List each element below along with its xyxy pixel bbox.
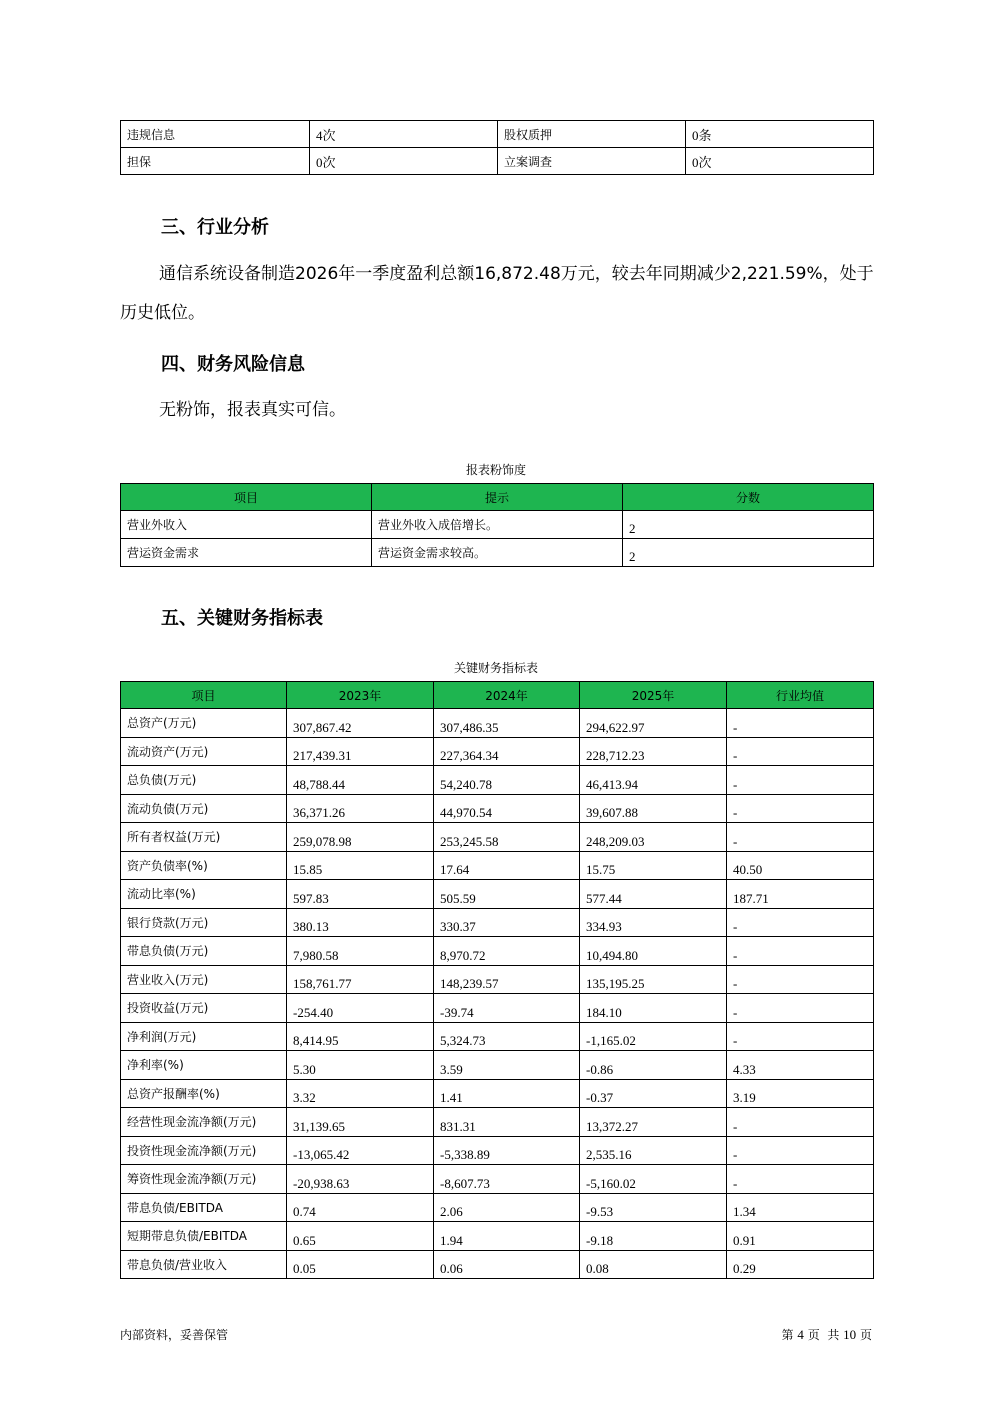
metric-label: 带息负债/营业收入 (121, 1250, 287, 1279)
metric-value: 17.64 (434, 851, 580, 880)
metric-value: -8,607.73 (434, 1165, 580, 1194)
table-row (121, 1079, 874, 1108)
metric-value: - (727, 766, 874, 795)
metric-value: 36,371.26 (287, 794, 434, 823)
metric-value: -9.53 (580, 1193, 727, 1222)
metric-value: 15.75 (580, 851, 727, 880)
summary-value: 0次 (310, 148, 498, 175)
table-row (121, 794, 874, 823)
metric-value: 39,607.88 (580, 794, 727, 823)
metric-value: 7,980.58 (287, 937, 434, 966)
metric-value: 228,712.23 (580, 737, 727, 766)
metric-label: 所有者权益(万元) (121, 823, 287, 852)
metric-value: 0.74 (287, 1193, 434, 1222)
metric-value: 0.06 (434, 1250, 580, 1279)
column-header: 2025年 (580, 682, 727, 709)
table-row (121, 766, 874, 795)
metric-value: 184.10 (580, 994, 727, 1023)
metric-value: - (727, 965, 874, 994)
metric-value: - (727, 1136, 874, 1165)
summary-label: 股权质押 (498, 121, 686, 148)
column-header: 分数 (623, 484, 874, 511)
metric-value: -5,160.02 (580, 1165, 727, 1194)
column-header: 2023年 (287, 682, 434, 709)
metric-value: -1,165.02 (580, 1022, 727, 1051)
metric-value: - (727, 1165, 874, 1194)
metric-label: 净利润(万元) (121, 1022, 287, 1051)
summary-table (120, 120, 874, 175)
table-row (121, 511, 874, 539)
metric-label: 营业收入(万元) (121, 965, 287, 994)
fluff-table-caption: 报表粉饰度 (465, 463, 526, 477)
table-row (121, 1165, 874, 1194)
metric-value: -254.40 (287, 994, 434, 1023)
metric-label: 银行贷款(万元) (121, 908, 287, 937)
table-row (121, 1022, 874, 1051)
metric-value: 248,209.03 (580, 823, 727, 852)
metric-value: 5.30 (287, 1051, 434, 1080)
score-cell: 2 (623, 539, 874, 567)
page-indicator (782, 1326, 872, 1343)
metric-value: 40.50 (727, 851, 874, 880)
metric-label: 筹资性现金流净额(万元) (121, 1165, 287, 1194)
metric-label: 总资产(万元) (121, 709, 287, 738)
summary-label: 担保 (121, 148, 310, 175)
metric-value: 2.06 (434, 1193, 580, 1222)
metric-value: -9.18 (580, 1222, 727, 1251)
metric-value: -0.37 (580, 1079, 727, 1108)
metric-label: 流动资产(万元) (121, 737, 287, 766)
table-row (121, 1051, 874, 1080)
metric-value: 577.44 (580, 880, 727, 909)
metric-value: 334.93 (580, 908, 727, 937)
summary-value: 0条 (686, 121, 874, 148)
metric-value: 3.19 (727, 1079, 874, 1108)
metric-label: 带息负债(万元) (121, 937, 287, 966)
metric-value: 3.32 (287, 1079, 434, 1108)
metric-value: 54,240.78 (434, 766, 580, 795)
metric-value: 330.37 (434, 908, 580, 937)
metric-label: 资产负债率(%) (121, 851, 287, 880)
table-row (121, 709, 874, 738)
metric-label: 短期带息负债/EBITDA (121, 1222, 287, 1251)
section-heading-industry: 三、行业分析 (161, 217, 269, 238)
footer-note: 内部资料，妥善保管 (120, 1328, 229, 1342)
metric-value: - (727, 908, 874, 937)
metric-value: 46,413.94 (580, 766, 727, 795)
metric-value: 44,970.54 (434, 794, 580, 823)
metric-label: 流动负债(万元) (121, 794, 287, 823)
table-row (121, 1108, 874, 1137)
metric-value: 0.65 (287, 1222, 434, 1251)
table-row (121, 737, 874, 766)
item-cell: 营业外收入 (121, 511, 372, 539)
summary-value: 0次 (686, 148, 874, 175)
table-row (121, 823, 874, 852)
metric-value: 158,761.77 (287, 965, 434, 994)
industry-text-line1: 通信系统设备制造2026年一季度盈利总额16,872.48万元，较去年同期减少2,221.59%，处于 (159, 264, 874, 284)
hint-cell: 营业外收入成倍增长。 (372, 511, 623, 539)
metric-value: 227,364.34 (434, 737, 580, 766)
metric-label: 经营性现金流净额(万元) (121, 1108, 287, 1137)
column-header: 行业均值 (727, 682, 874, 709)
metric-value: 135,195.25 (580, 965, 727, 994)
item-cell: 营运资金需求 (121, 539, 372, 567)
metric-value: - (727, 823, 874, 852)
metric-value: - (727, 994, 874, 1023)
metric-label: 投资性现金流净额(万元) (121, 1136, 287, 1165)
table-row (121, 1222, 874, 1251)
metric-value: 4.33 (727, 1051, 874, 1080)
metric-value: 13,372.27 (580, 1108, 727, 1137)
metric-value: 2,535.16 (580, 1136, 727, 1165)
metric-value: 31,139.65 (287, 1108, 434, 1137)
metric-value: 0.08 (580, 1250, 727, 1279)
metric-value: -39.74 (434, 994, 580, 1023)
summary-row (121, 121, 874, 148)
metric-value: 148,239.57 (434, 965, 580, 994)
metric-value: 15.85 (287, 851, 434, 880)
metric-value: 253,245.58 (434, 823, 580, 852)
column-header: 项目 (121, 484, 372, 511)
metric-value: 8,414.95 (287, 1022, 434, 1051)
page-total: 10 (843, 1327, 857, 1342)
metric-value: 48,788.44 (287, 766, 434, 795)
summary-label: 违规信息 (121, 121, 310, 148)
fluff-table (120, 483, 874, 567)
metric-value: -5,338.89 (434, 1136, 580, 1165)
page-number: 4 (797, 1327, 804, 1342)
metric-value: 259,078.98 (287, 823, 434, 852)
summary-value: 4次 (310, 121, 498, 148)
metric-value: - (727, 1022, 874, 1051)
metric-label: 总负债(万元) (121, 766, 287, 795)
page-suffix: 页 (859, 1328, 872, 1342)
table-row (121, 965, 874, 994)
table-row (121, 908, 874, 937)
metric-value: -20,938.63 (287, 1165, 434, 1194)
score-cell: 2 (623, 511, 874, 539)
metric-value: 307,486.35 (434, 709, 580, 738)
metric-value: - (727, 794, 874, 823)
metric-label: 流动比率(%) (121, 880, 287, 909)
table-row (121, 539, 874, 567)
table-row (121, 880, 874, 909)
kpi-table-caption: 关键财务指标表 (453, 661, 538, 675)
metric-label: 带息负债/EBITDA (121, 1193, 287, 1222)
metric-value: 8,970.72 (434, 937, 580, 966)
section-heading-kpi: 五、关键财务指标表 (161, 608, 323, 629)
metric-value: 505.59 (434, 880, 580, 909)
fluff-table-header (121, 484, 874, 511)
metric-value: 1.94 (434, 1222, 580, 1251)
metric-value: 5,324.73 (434, 1022, 580, 1051)
column-header: 2024年 (434, 682, 580, 709)
metric-value: 3.59 (434, 1051, 580, 1080)
kpi-table (120, 681, 874, 1279)
metric-value: 380.13 (287, 908, 434, 937)
table-row (121, 1250, 874, 1279)
metric-value: 0.05 (287, 1250, 434, 1279)
metric-value: 1.34 (727, 1193, 874, 1222)
hint-cell: 营运资金需求较高。 (372, 539, 623, 567)
table-row (121, 851, 874, 880)
metric-value: 294,622.97 (580, 709, 727, 738)
column-header: 项目 (121, 682, 287, 709)
metric-value: 1.41 (434, 1079, 580, 1108)
metric-value: 597.83 (287, 880, 434, 909)
metric-value: 0.29 (727, 1250, 874, 1279)
kpi-table-header (121, 682, 874, 709)
metric-value: - (727, 737, 874, 766)
metric-value: 307,867.42 (287, 709, 434, 738)
metric-value: - (727, 1108, 874, 1137)
summary-row (121, 148, 874, 175)
risk-text: 无粉饰，报表真实可信。 (159, 400, 346, 420)
metric-value: 10,494.80 (580, 937, 727, 966)
metric-value: - (727, 937, 874, 966)
table-row (121, 994, 874, 1023)
metric-label: 总资产报酬率(%) (121, 1079, 287, 1108)
table-row (121, 1193, 874, 1222)
metric-value: - (727, 709, 874, 738)
column-header: 提示 (372, 484, 623, 511)
industry-text-line2: 历史低位。 (120, 303, 205, 323)
metric-value: 831.31 (434, 1108, 580, 1137)
metric-value: -13,065.42 (287, 1136, 434, 1165)
section-heading-risk: 四、财务风险信息 (161, 354, 305, 375)
metric-value: 187.71 (727, 880, 874, 909)
page-mid: 页 共 (807, 1328, 840, 1342)
metric-value: 217,439.31 (287, 737, 434, 766)
metric-label: 净利率(%) (121, 1051, 287, 1080)
table-row (121, 1136, 874, 1165)
metric-value: -0.86 (580, 1051, 727, 1080)
page-prefix: 第 (781, 1328, 794, 1342)
metric-value: 0.91 (727, 1222, 874, 1251)
metric-label: 投资收益(万元) (121, 994, 287, 1023)
summary-label: 立案调查 (498, 148, 686, 175)
table-row (121, 937, 874, 966)
